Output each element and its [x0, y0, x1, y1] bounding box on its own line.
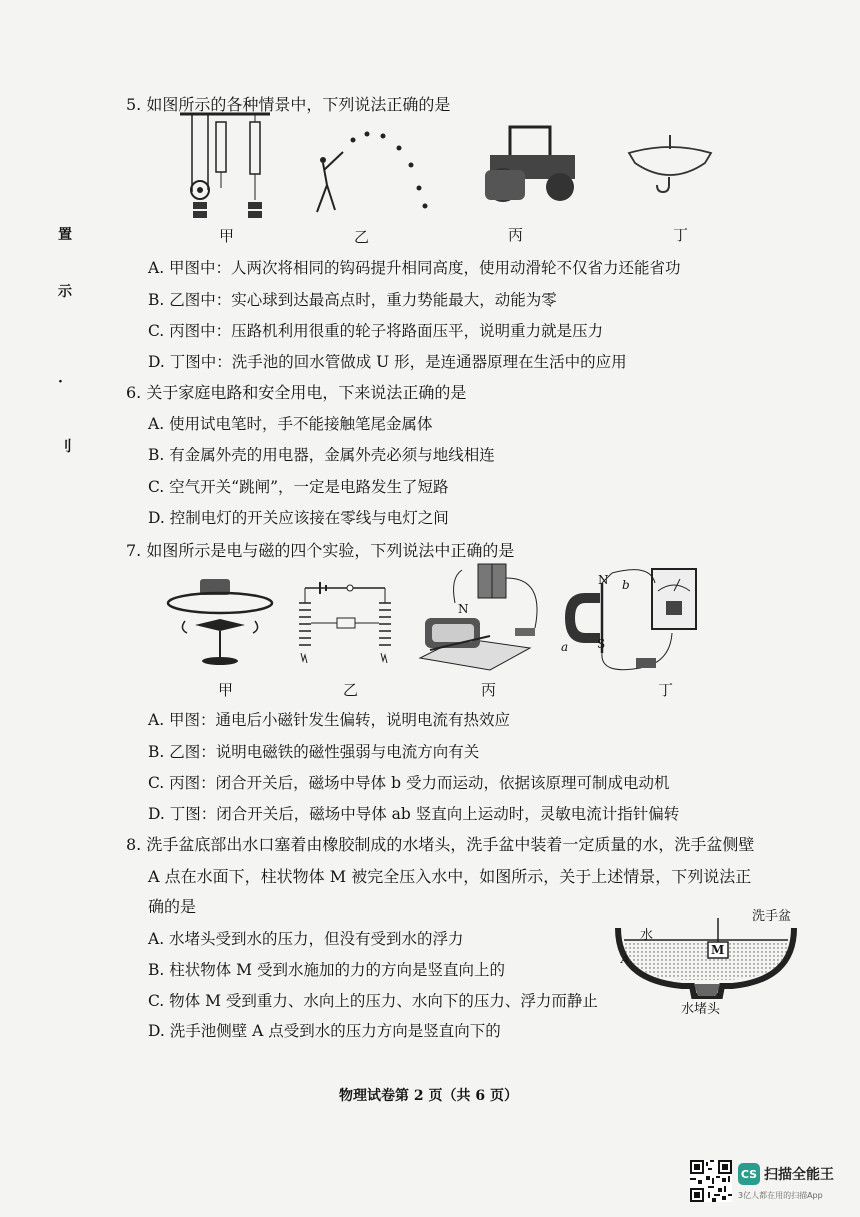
q7-figure-yi [295, 578, 400, 673]
q7-label-n1: N [458, 602, 469, 616]
q5-caption-bing: 丙 [508, 226, 524, 244]
q8-label-m: M [711, 943, 725, 957]
q8-option-d: D. 洗手池侧壁 A 点受到水的压力方向是竖直向下的 [148, 1022, 501, 1040]
question-7-stem: 7. 如图所示是电与磁的四个实验，下列说法中正确的是 [126, 541, 515, 560]
q5-figure-bing [475, 125, 585, 205]
question-8-stem-line-1: 8. 洗手盆底部出水口塞着由橡胶制成的水堵头，洗手盆中装着一定质量的水，洗手盆侧壁 [126, 835, 755, 854]
q5-figure-jia [180, 110, 280, 225]
q7-option-d: D. 丁图：闭合开关后，磁场中导体 ab 竖直向上运动时，灵敏电流计指针偏转 [148, 805, 680, 823]
margin-mark: 置 [58, 227, 72, 243]
q7-caption-ding: 丁 [658, 681, 674, 699]
q5-figure-yi [305, 130, 435, 220]
q5-option-d: D. 丁图中：洗手池的回水管做成 U 形，是连通器原理在生活中的应用 [148, 353, 627, 371]
q6-option-b: B. 有金属外壳的用电器，金属外壳必须与地线相连 [148, 446, 495, 464]
q5-caption-yi: 乙 [354, 228, 370, 246]
q8-option-b: B. 柱状物体 M 受到水施加的力的方向是竖直向上的 [148, 961, 505, 979]
page-footer: 物理试卷第 2 页（共 6 页） [339, 1088, 518, 1104]
q7-label-b: b [622, 578, 630, 592]
scanner-app-title: 扫描全能王 [764, 1167, 834, 1183]
q7-label-s: S [597, 637, 606, 651]
q7-option-c: C. 丙图：闭合开关后，磁场中导体 b 受力而运动，依据该原理可制成电动机 [148, 774, 670, 792]
q7-label-a: a [561, 640, 569, 654]
q7-label-n2: N [598, 573, 609, 587]
question-6-stem: 6. 关于家庭电路和安全用电，下来说法正确的是 [126, 383, 467, 402]
q6-option-c: C. 空气开关“跳闸”，一定是电路发生了短路 [148, 478, 449, 496]
q8-label-water: 水 [640, 928, 654, 943]
q8-label-a: A [621, 953, 629, 966]
q7-option-a: A. 甲图：通电后小磁针发生偏转，说明电流有热效应 [148, 711, 511, 729]
q8-label-plug: 水堵头 [681, 1002, 721, 1017]
question-8-stem-line-3: 确的是 [148, 897, 197, 916]
q5-caption-ding: 丁 [673, 226, 689, 244]
margin-mark: 示 [58, 284, 72, 300]
q8-label-basin: 洗手盆 [752, 909, 792, 924]
scanner-app-subtitle: 3亿人都在用的扫描App [738, 1191, 823, 1200]
q7-figure-ding [560, 563, 710, 678]
qr-code-icon [690, 1160, 732, 1202]
q7-caption-bing: 丙 [481, 681, 497, 699]
q7-caption-jia: 甲 [218, 681, 234, 699]
camscanner-logo: CS [738, 1163, 760, 1185]
q8-option-c: C. 物体 M 受到重力、水向上的压力、水向下的压力、浮力而静止 [148, 992, 598, 1010]
q5-option-a: A. 甲图中：人两次将相同的钩码提升相同高度，使用动滑轮不仅省力还能省功 [148, 259, 681, 277]
q5-figure-ding [625, 135, 715, 195]
question-8-stem-line-2: A 点在水面下，柱状物体 M 被完全压入水中，如图所示，关于上述情景，下列说法正 [148, 867, 752, 886]
margin-mark: · [58, 374, 63, 390]
q7-caption-yi: 乙 [343, 681, 359, 699]
q7-figure-jia [165, 573, 285, 673]
q8-option-a: A. 水堵头受到水的压力，但没有受到水的浮力 [148, 930, 464, 948]
margin-mark: 刂 [58, 439, 72, 455]
q5-caption-jia: 甲 [219, 227, 235, 245]
q7-figure-bing [410, 558, 560, 673]
q6-option-a: A. 使用试电笔时，手不能接触笔尾金属体 [148, 415, 433, 433]
q6-option-d: D. 控制电灯的开关应该接在零线与电灯之间 [148, 509, 449, 527]
q7-option-b: B. 乙图：说明电磁铁的磁性强弱与电流方向有关 [148, 743, 480, 761]
q5-option-b: B. 乙图中：实心球到达最高点时，重力势能最大，动能为零 [148, 291, 557, 309]
question-5-stem: 5. 如图所示的各种情景中，下列说法正确的是 [126, 95, 451, 114]
q5-option-c: C. 丙图中：压路机利用很重的轮子将路面压平，说明重力就是压力 [148, 322, 604, 340]
